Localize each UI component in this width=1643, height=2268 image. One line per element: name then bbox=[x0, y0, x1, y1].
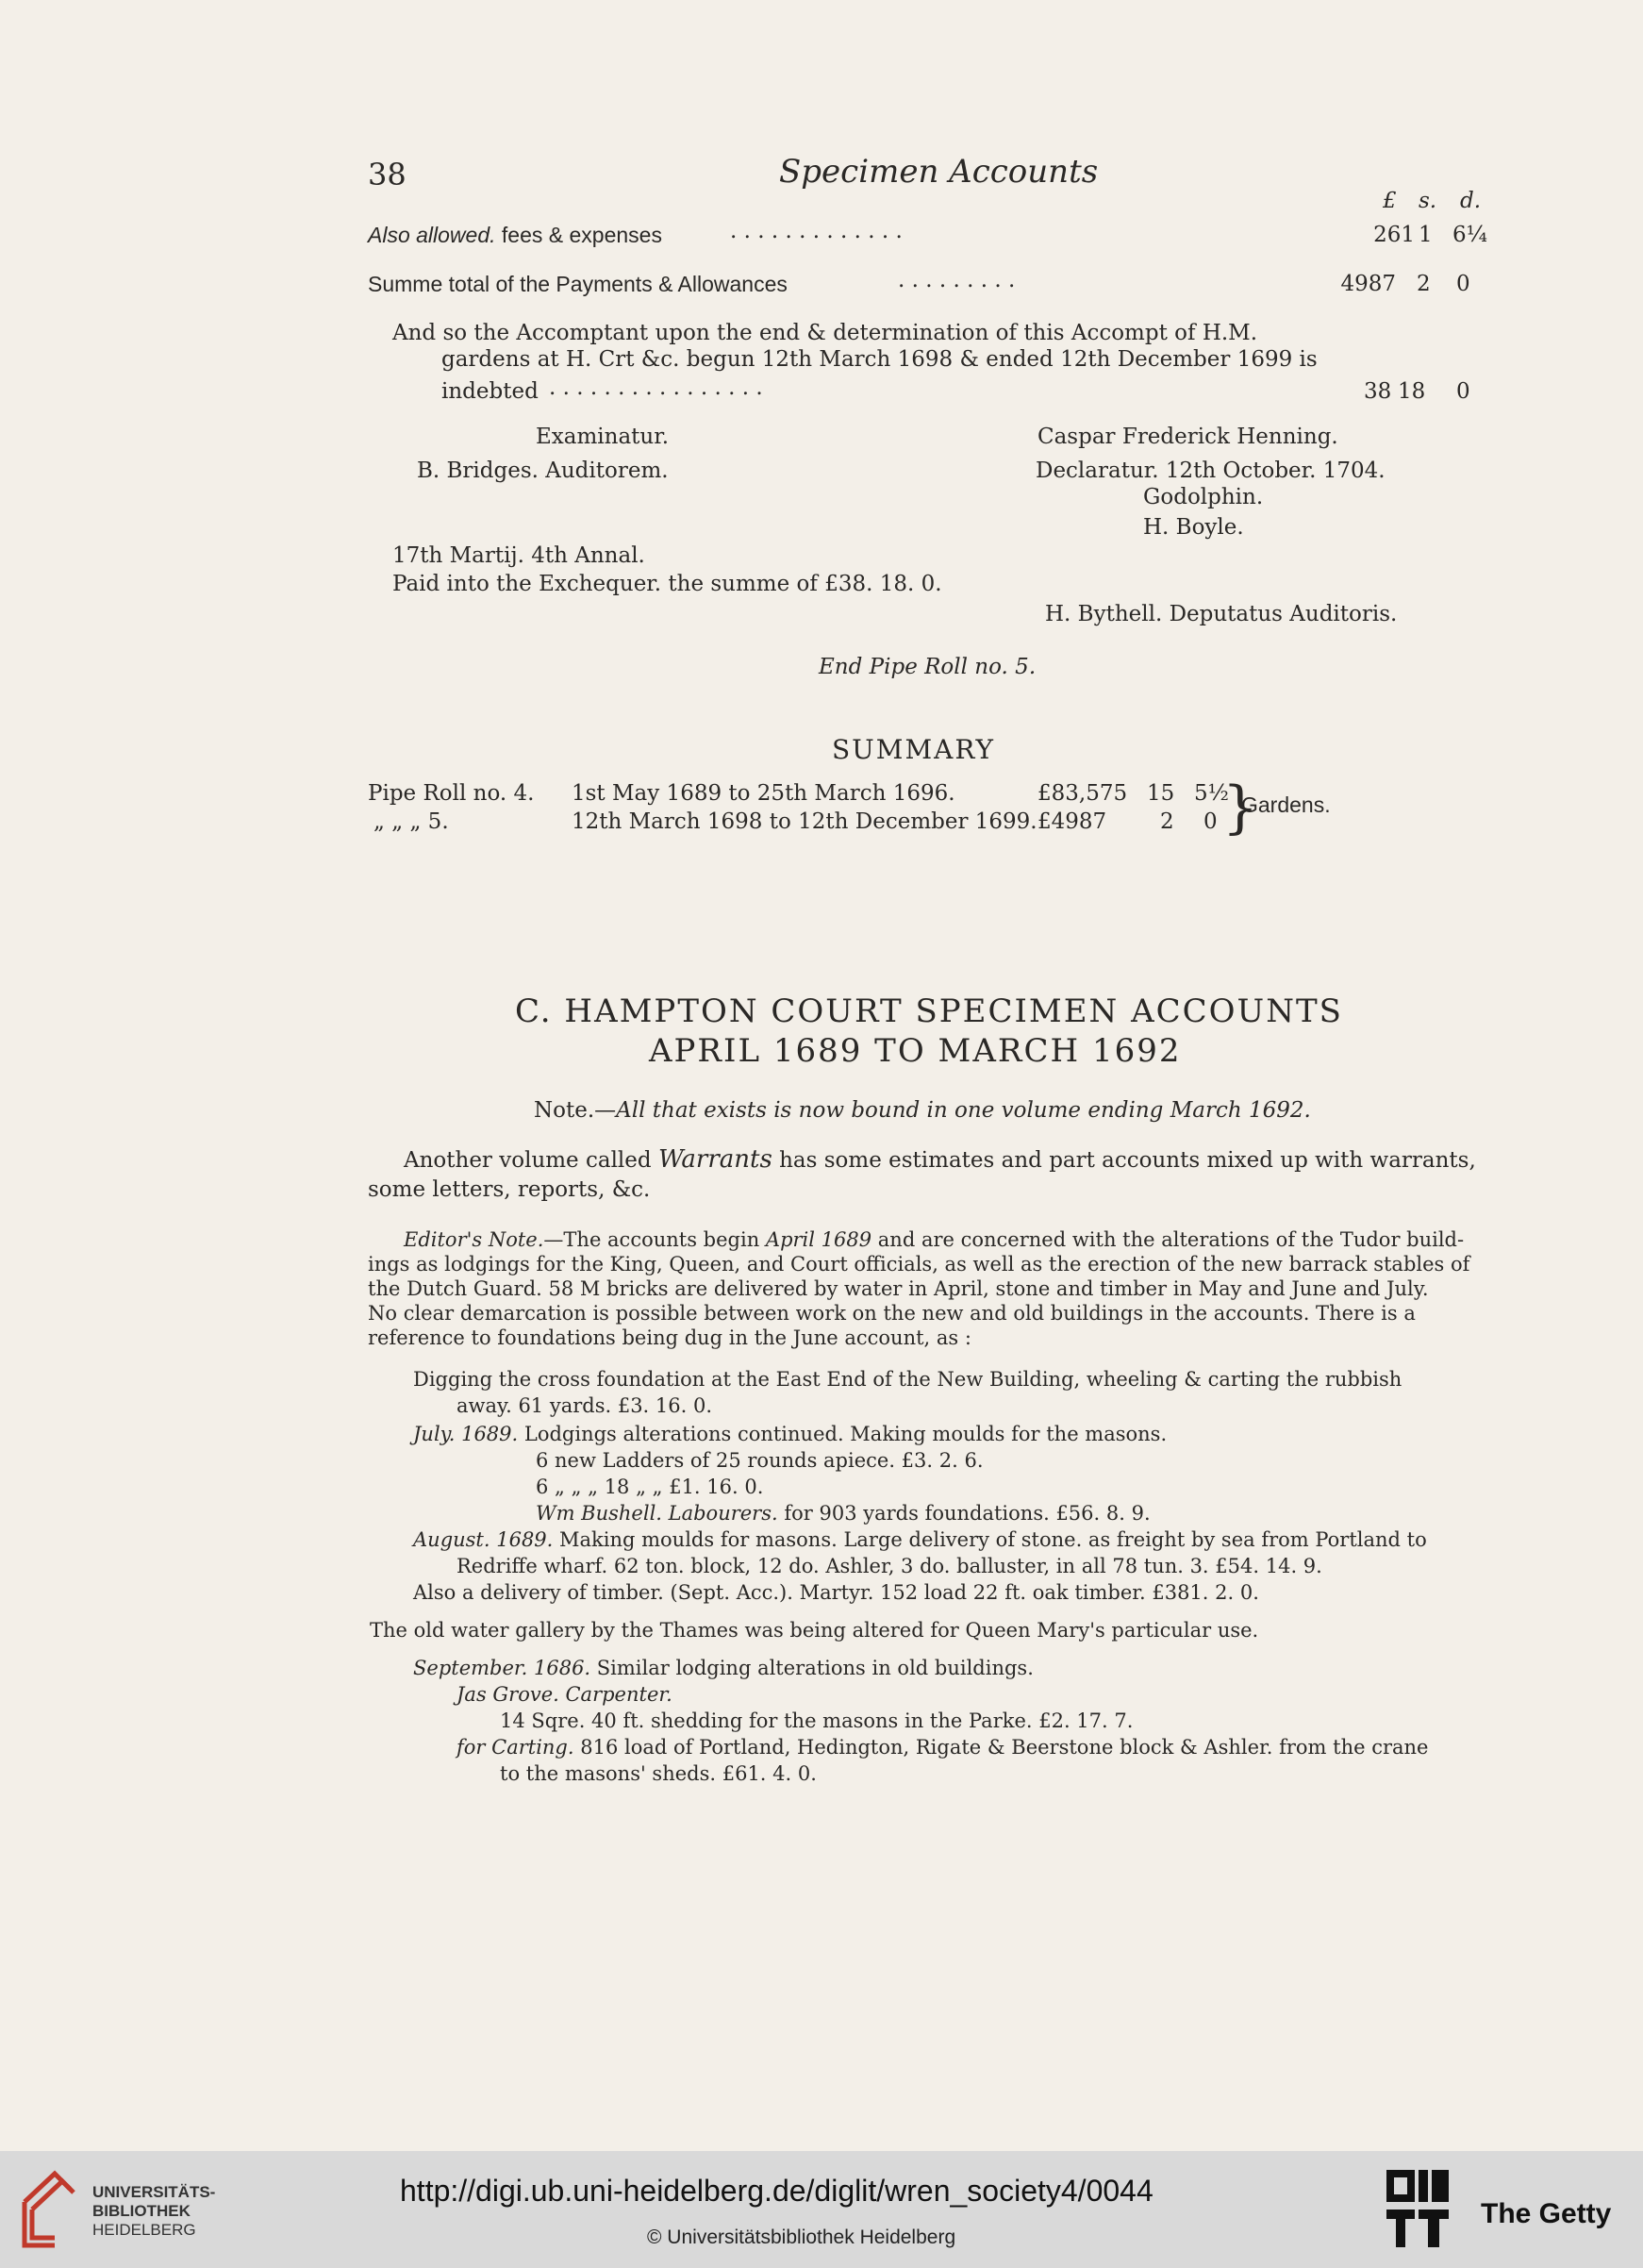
entry-date: September. 1686. bbox=[413, 1657, 591, 1679]
entry-ladders-1: 6 new Ladders of 25 rounds apiece. £3. 2. 6. bbox=[536, 1449, 984, 1472]
para1-text: has some estimates and part accounts mixed up with warrants, bbox=[772, 1148, 1476, 1173]
pence-header: d. bbox=[1460, 189, 1482, 213]
sig-examinatur: Examinatur. bbox=[536, 425, 669, 449]
editor-note-prefix: Editor's Note. bbox=[404, 1228, 544, 1251]
summary-row-label: „ „ „ 5. bbox=[373, 809, 449, 834]
debt-s: 18 bbox=[1398, 379, 1426, 404]
running-title: Specimen Accounts bbox=[779, 153, 1099, 191]
sig-boyle: H. Boyle. bbox=[1143, 515, 1244, 540]
summary-bracket-label: Gardens. bbox=[1241, 792, 1331, 817]
entry-september bbox=[413, 1657, 1034, 1679]
para1-text: Another volume called bbox=[404, 1148, 658, 1173]
note-text: All that exists is now bound in one volume ending March 1692. bbox=[616, 1098, 1311, 1123]
debt-l: 38 bbox=[1364, 379, 1392, 404]
dot-leader: . . . . . . . . . bbox=[898, 268, 1016, 292]
summary-row-l: £83,575 bbox=[1037, 781, 1128, 806]
para1-italic: Warrants bbox=[657, 1145, 772, 1174]
entry-name: Wm Bushell. Labourers. bbox=[536, 1502, 778, 1525]
amount-s: 1 bbox=[1419, 223, 1433, 247]
row-label: fees & expenses bbox=[495, 223, 662, 247]
entry-date: August. 1689. bbox=[413, 1528, 554, 1551]
entry-bushell bbox=[536, 1502, 1151, 1525]
footer-uni-line1: UNIVERSITÄTS- bbox=[92, 2183, 216, 2201]
editor-note-line2: ings as lodgings for the King, Queen, and Court officials, as well as the erection of the new barrack stables of bbox=[368, 1253, 1470, 1276]
university-logo-icon bbox=[17, 2164, 79, 2251]
getty-logo-icon bbox=[1385, 2168, 1451, 2253]
entry-text: for 903 yards foundations. £56. 8. 9. bbox=[777, 1502, 1151, 1525]
conclusion-line-2: gardens at H. Crt &c. begun 12th March 1698 & ended 12th December 1699 is bbox=[441, 347, 1318, 372]
editor-note-text: and are concerned with the alterations of the Tudor build- bbox=[871, 1228, 1465, 1251]
summary-row-s: 15 bbox=[1147, 781, 1175, 806]
para1-line1 bbox=[404, 1145, 1476, 1174]
entry-digging: Digging the cross foundation at the East End of the New Building, wheeling & carting the rubbish bbox=[413, 1368, 1402, 1391]
conclusion-line-3: indebted bbox=[441, 379, 539, 404]
dot-leader: . . . . . . . . . . . . . . . . bbox=[549, 375, 763, 400]
row-italic-label: Also allowed. bbox=[368, 223, 496, 247]
editor-note-line1 bbox=[404, 1228, 1464, 1251]
amount-d: 6¼ bbox=[1452, 223, 1487, 247]
summary-brace: } bbox=[1222, 775, 1259, 841]
editor-note-line3: the Dutch Guard. 58 M bricks are delivered by water in April, stone and timber in May and June and July. bbox=[368, 1277, 1429, 1300]
entry-text: 816 load of Portland, Hedington, Rigate & Beerstone block & Ashler. from the crane bbox=[573, 1736, 1429, 1759]
editor-note-line5: reference to foundations being dug in the June account, as : bbox=[368, 1326, 971, 1349]
entry-gallery: The old water gallery by the Thames was being altered for Queen Mary's particular use. bbox=[370, 1619, 1259, 1642]
section-c-title-2: APRIL 1689 TO MARCH 1692 bbox=[649, 1032, 1182, 1070]
summary-row-d: 5½ bbox=[1194, 781, 1229, 806]
summary-row-label: Pipe Roll no. 4. bbox=[368, 781, 535, 806]
sig-godolphin: Godolphin. bbox=[1143, 485, 1264, 509]
entry-shedding: 14 Sqre. 40 ft. shedding for the masons in the Parke. £2. 17. 7. bbox=[500, 1709, 1134, 1732]
summary-title: SUMMARY bbox=[832, 734, 996, 765]
editor-note-line4: No clear demarcation is possible between work on the new and old buildings in the accounts. There is a bbox=[368, 1302, 1416, 1325]
amount-s: 2 bbox=[1417, 272, 1431, 296]
footer-copyright: © Universitätsbibliothek Heidelberg bbox=[647, 2226, 956, 2248]
footer-uni-line3: HEIDELBERG bbox=[92, 2221, 196, 2239]
entry-text: Similar lodging alterations in old buildings. bbox=[590, 1657, 1034, 1679]
page-number: 38 bbox=[368, 157, 407, 192]
pounds-header: £ bbox=[1383, 189, 1397, 213]
entry-text: Making moulds for masons. Large delivery of stone. as freight by sea from Portland to bbox=[553, 1528, 1427, 1551]
footer-uni-line2: BIBLIOTHEK bbox=[92, 2202, 191, 2220]
entry-grove: Jas Grove. Carpenter. bbox=[456, 1683, 672, 1706]
sig-bythell: H. Bythell. Deputatus Auditoris. bbox=[1045, 602, 1398, 626]
section-c-note bbox=[534, 1098, 1311, 1123]
amount-l: 261 bbox=[1373, 223, 1415, 247]
debt-d: 0 bbox=[1456, 379, 1470, 404]
dot-leader: . . . . . . . . . . . . . bbox=[730, 219, 903, 243]
entry-august-cont: Redriffe wharf. 62 ton. block, 12 do. Ashler, 3 do. balluster, in all 78 tun. 3. £54. 14. 9. bbox=[456, 1555, 1322, 1577]
entry-label: for Carting. bbox=[456, 1736, 574, 1759]
summary-row-s: 2 bbox=[1160, 809, 1174, 834]
section-c-title-1: C. HAMPTON COURT SPECIMEN ACCOUNTS bbox=[515, 992, 1343, 1030]
note-prefix: Note.— bbox=[534, 1098, 617, 1123]
entry-carting bbox=[456, 1736, 1429, 1759]
footer-bar bbox=[0, 2151, 1643, 2268]
amount-d: 0 bbox=[1456, 272, 1470, 296]
footer-getty: The Getty bbox=[1481, 2198, 1612, 2229]
entry-text: Lodgings alterations continued. Making moulds for the masons. bbox=[518, 1423, 1168, 1445]
entry-digging-cont: away. 61 yards. £3. 16. 0. bbox=[456, 1394, 713, 1417]
shillings-header: s. bbox=[1419, 189, 1437, 213]
summary-row-l: £4987 bbox=[1037, 809, 1107, 834]
account-row-allowed bbox=[368, 223, 662, 248]
para1-line2: some letters, reports, &c. bbox=[368, 1177, 651, 1202]
sig-bridges: B. Bridges. Auditorem. bbox=[417, 459, 669, 483]
amount-l: 4987 bbox=[1340, 272, 1396, 296]
editor-note-text: —The accounts begin bbox=[543, 1228, 766, 1251]
entry-carting-cont: to the masons' sheds. £61. 4. 0. bbox=[500, 1762, 817, 1785]
summary-row-d: 0 bbox=[1203, 809, 1218, 834]
footer-url-link[interactable]: http://digi.ub.uni-heidelberg.de/diglit/wren_society4/0044 bbox=[400, 2174, 1153, 2208]
entry-date: July. 1689. bbox=[413, 1423, 519, 1445]
editor-note-italic: April 1689 bbox=[765, 1228, 872, 1251]
sig-paid: Paid into the Exchequer. the summe of £38. 18. 0. bbox=[392, 572, 942, 596]
sig-henning: Caspar Frederick Henning. bbox=[1037, 425, 1338, 449]
summary-row-period: 1st May 1689 to 25th March 1696. bbox=[572, 781, 955, 806]
entry-august bbox=[413, 1528, 1427, 1551]
account-row-total: Summe total of the Payments & Allowances bbox=[368, 272, 788, 296]
conclusion-line-1: And so the Accomptant upon the end & determination of this Accompt of H.M. bbox=[392, 321, 1258, 345]
entry-timber: Also a delivery of timber. (Sept. Acc.). Martyr. 152 load 22 ft. oak timber. £381. 2. 0. bbox=[413, 1581, 1259, 1604]
entry-ladders-2: 6 „ „ „ 18 „ „ £1. 16. 0. bbox=[536, 1476, 764, 1498]
sig-declaratur: Declaratur. 12th October. 1704. bbox=[1036, 459, 1386, 483]
end-pipe-roll-note: End Pipe Roll no. 5. bbox=[819, 655, 1037, 679]
sig-martij: 17th Martij. 4th Annal. bbox=[392, 543, 645, 568]
entry-july bbox=[413, 1423, 1167, 1445]
summary-row-period: 12th March 1698 to 12th December 1699. bbox=[572, 809, 1037, 834]
